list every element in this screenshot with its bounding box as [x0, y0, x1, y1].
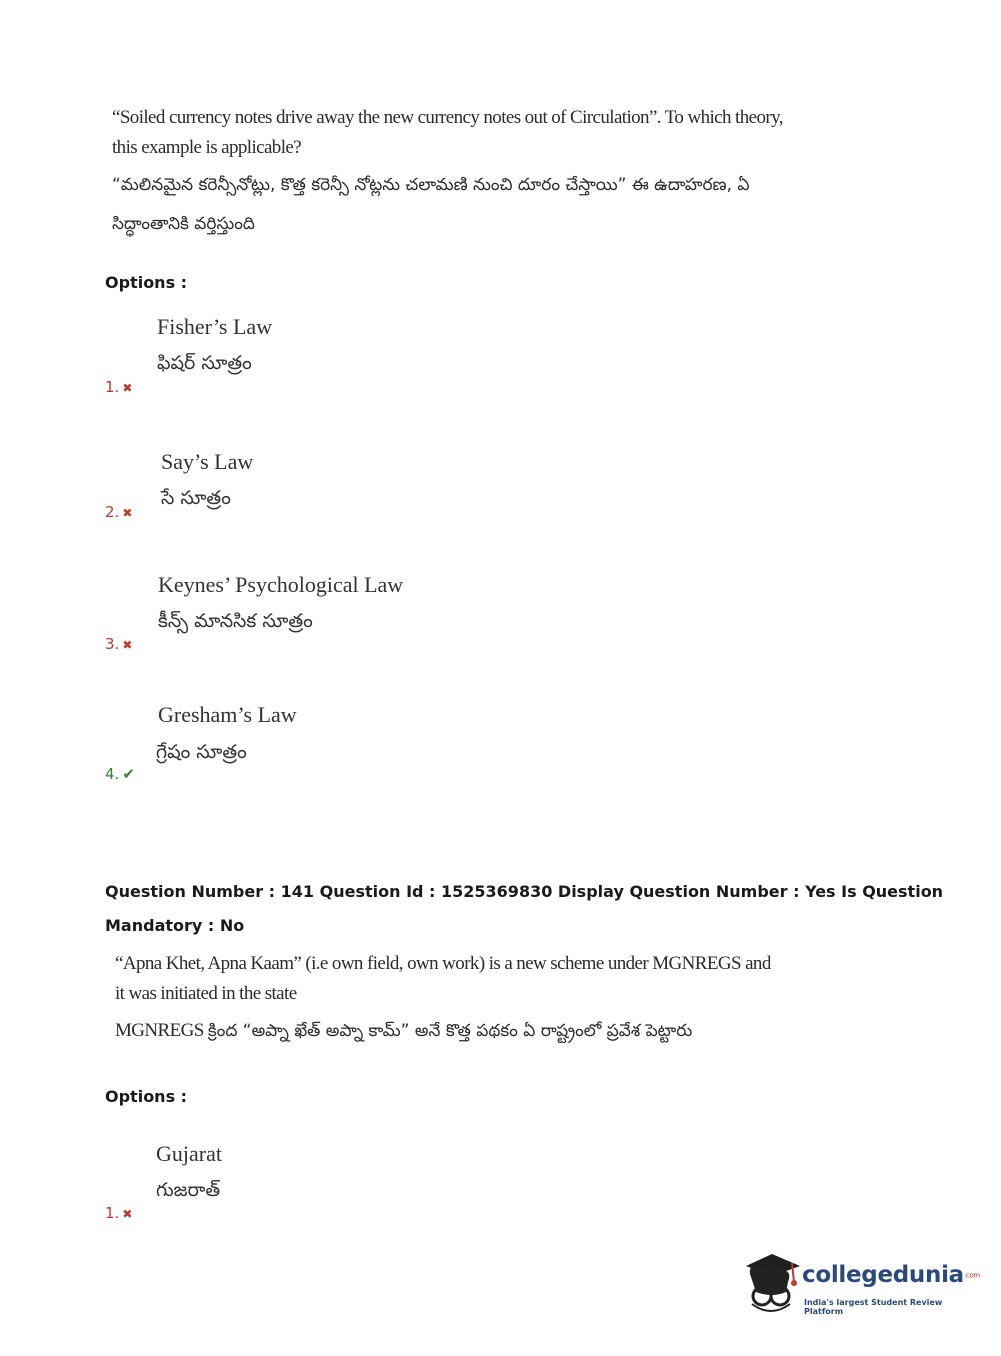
wrong-mark-icon: ✖ — [122, 1207, 133, 1221]
option-1-number-label: 1. — [105, 378, 120, 396]
option-2-number-label: 2. — [105, 503, 120, 521]
logo-name: collegedunia — [802, 1262, 964, 1288]
logo-tagline: India's largest Student Review Platform — [804, 1298, 943, 1316]
option-3-number — [105, 635, 132, 653]
option-3-text-te: కీన్స్ మానసిక సూత్రం — [158, 610, 313, 632]
wrong-mark-icon: ✖ — [122, 381, 133, 395]
option-3-text-en: Keynes’ Psychological Law — [158, 572, 404, 597]
option-4-text-te: గ్రేషం సూత్రం — [156, 741, 247, 763]
option-2-text-en: Say’s Law — [161, 449, 254, 474]
option-4-text-en: Gresham’s Law — [158, 702, 297, 727]
option-1-text-te: గుజరాత్ — [156, 1179, 221, 1201]
option-2-text-te: సే సూత్రం — [161, 487, 231, 509]
question-text-en-line1: “Apna Khet, Apna Kaam” (i.e own field, own work) is a new scheme under MGNREGS and — [115, 953, 771, 974]
logo-suffix: .com — [963, 1271, 980, 1280]
option-2-number — [105, 503, 132, 521]
option-1-text-te: ఫిషర్ సూత్రం — [157, 352, 252, 374]
wrong-mark-icon: ✖ — [122, 506, 133, 520]
option-1-text-en: Fisher’s Law — [157, 314, 273, 339]
question-text-te-line — [115, 1016, 692, 1046]
check-mark-icon: ✔ — [122, 765, 135, 783]
question-text-prefix: MGNREGS — [115, 1020, 204, 1041]
option-1-text-en: Gujarat — [156, 1141, 222, 1166]
question-text-te-line1-span: “మలినమైన కరెన్సీనోట్లు, కొత్త కరెన్సీ నోట్లను చలామణి నుంచి దూరం చేస్తాయి” ఈ ఉదాహరణ, ఏ — [112, 175, 750, 195]
question-meta-line2: Mandatory : No — [105, 916, 245, 935]
question-text-en-line2: it was initiated in the state — [115, 983, 297, 1004]
student-mascot-icon — [742, 1252, 802, 1316]
options-label: Options : — [105, 273, 188, 292]
question-text-en-line1: “Soiled currency notes drive away the new currency notes out of Circulation”. To which theory, — [112, 107, 783, 128]
option-4-number-label: 4. — [105, 765, 120, 783]
wrong-mark-icon: ✖ — [122, 638, 133, 652]
logo-wordmark — [802, 1262, 980, 1288]
question-text-te: క్రింద “అప్నా ఖేత్ అప్నా కామ్” అనే కొత్త పథకం ఏ రాష్ట్రంలో ప్రవేశ పెట్టారు — [207, 1021, 693, 1041]
option-1-number — [105, 378, 132, 396]
option-4-number — [105, 765, 135, 783]
question-text-te-line2 — [112, 209, 255, 239]
option-1-number-label: 1. — [105, 1204, 120, 1222]
question-text-en-line2: this example is applicable? — [112, 137, 302, 158]
question-text-te-line1 — [112, 170, 749, 200]
collegedunia-logo[interactable] — [742, 1250, 980, 1320]
option-3-number-label: 3. — [105, 635, 120, 653]
options-label: Options : — [105, 1087, 188, 1106]
question-text-te-line2-span: సిద్ధాంతానికి వర్తిస్తుంది — [112, 214, 255, 234]
option-1-number — [105, 1204, 132, 1222]
question-meta-line1: Question Number : 141 Question Id : 1525369830 Display Question Number : Yes Is Question — [105, 882, 944, 901]
